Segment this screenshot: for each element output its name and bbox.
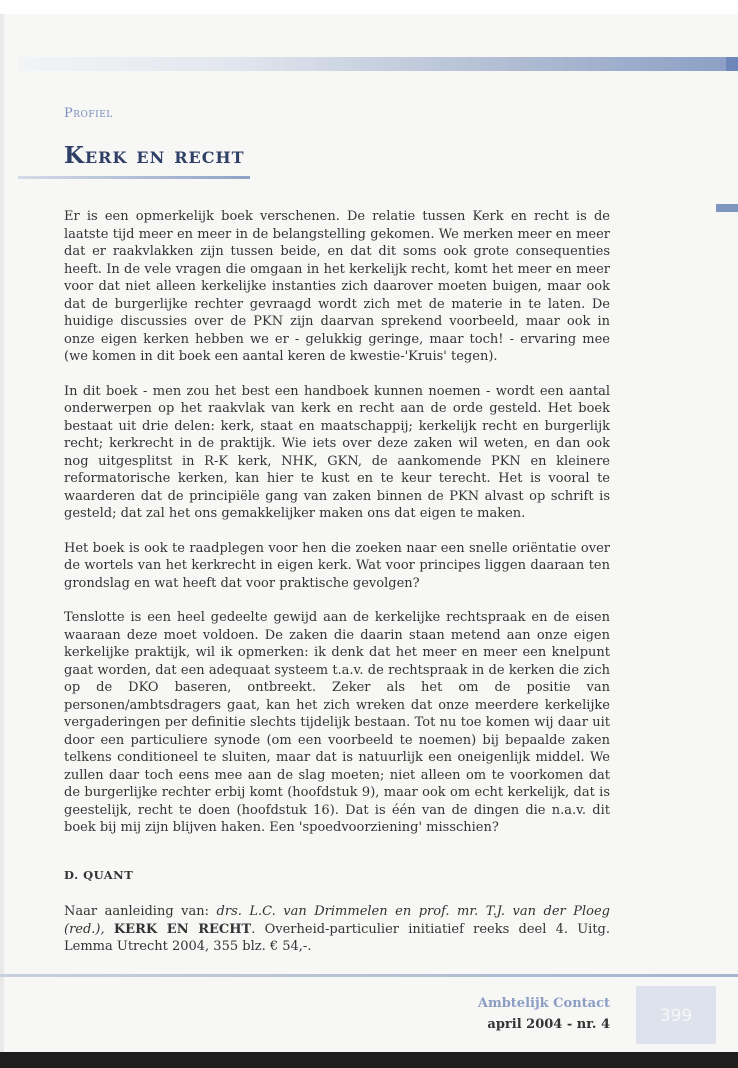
title-underline <box>18 176 250 179</box>
reference-prefix: Naar aanleiding van: <box>64 904 217 919</box>
issue-info: april 2004 - nr. 4 <box>487 1017 610 1032</box>
reference-editors: drs. L.C. van Drimmelen en prof. mr. T.J. van der Ploeg (red.), <box>64 904 611 937</box>
binding-shadow <box>0 14 4 1054</box>
article-body <box>64 208 610 854</box>
book-reference <box>64 903 610 956</box>
top-edge <box>0 0 738 14</box>
reference-details: . Overheid-particulier initiatief reeks deel 4. Uitg. Lemma Utrecht 2004, 355 blz. € 54,-. <box>64 921 611 954</box>
paragraph: Tenslotte is een heel gedeelte gewijd aan de kerkelijke rechtspraak en de eisen waaraan deze moet voldoen. De zaken die daarin staan metend aan onze eigen kerkelijke praktijk, wil ik opmerken: ik denk dat het meer en meer een knelpunt gaat worden, dat een adequaat systeem t.a.v. de rechtspraak in de kerken die zich op de DKO baseren, ontbreekt. Zeker als het om de positie van personen/ambtsdragers gaat, kan het zich wreken dat onze meerdere kerkelijke vergaderingen per definitie slechts tijdelijk bestaan. Tot nu toe komen wij daar uit door een particuliere synode (om een voorbeeld te noemen) bij bepaalde zaken telkens conditioneel te sluiten, maar dat is natuurlijk een oneigenlijk middel. We zullen daar toch eens mee aan de slag moeten; niet alleen om te voorkomen dat de burgerlijke rechter erbij komt (hoofdstuk 9), maar ook om echt kerkelijk, dat is geestelijk, recht te doen (hoofdstuk 16). Dat is één van de dingen die n.a.v. dit boek bij mij zijn blijven haken. Een 'spoedvoorziening' misschien? <box>64 610 610 835</box>
bottom-edge <box>0 1052 738 1068</box>
header-band-end <box>726 57 738 71</box>
paragraph: In dit boek - men zou het best een handboek kunnen noemen - wordt een aantal onderwerpen op het raakvlak van kerk en recht aan de orde gesteld. Het boek bestaat uit drie delen: kerk, staat en maatschappij; kerkelijk recht en burgerlijk recht; kerkrecht in de praktijk. Wie iets over deze zaken wil weten, en dan ook nog uitgesplitst in R-K kerk, NHK, GKN, de aankomende PKN en kleinere reformatorische kerken, kan hier te kust en te keur terecht. Het is vooral te waarderen dat de principiële gang van zaken binnen de PKN alvast op schrift is gesteld; dat zal het ons gemakkelijker maken ons dat eigen te maken. <box>64 383 610 521</box>
paragraph: Er is een opmerkelijk boek verschenen. De relatie tussen Kerk en recht is de laatste tijd meer en meer in de belangstelling gekomen. We merken meer en meer dat er raakvlakken zijn tussen beide, en dat dit soms ook grote consequenties heeft. In de vele vragen die omgaan in het kerkelijk recht, komt het meer en meer voor dat niet alleen kerkelijke instanties zich daarover moeten buigen, maar ook dat de burgerlijke rechter gevraagd wordt zich met de materie in te laten. De huidige discussies over de PKN zijn daarvan sprekend voorbeeld, maar ook in onze eigen kerken hebben we er - gelukkig geringe, maar toch! - ervaring mee (we komen in dit boek een aantal keren de kwestie-'Kruis' tegen). <box>64 209 610 364</box>
paragraph: Het boek is ook te raadplegen voor hen die zoeken naar een snelle oriëntatie over de wortels van het kerkrecht in eigen kerk. Wat voor principes liggen daaraan ten grondslag en wat heeft dat voor praktische gevolgen? <box>64 540 610 591</box>
footer-rule <box>0 974 738 977</box>
journal-name: Ambtelijk Contact <box>477 996 610 1011</box>
article-title: Kerk en recht <box>64 142 245 169</box>
header-color-band <box>18 57 738 71</box>
side-marker <box>716 204 738 212</box>
section-label: Profiel <box>64 106 113 121</box>
author-name: D. QUANT <box>64 868 134 882</box>
reference-book-title: KERK EN RECHT <box>113 921 252 937</box>
page-number: 399 <box>659 1006 693 1026</box>
